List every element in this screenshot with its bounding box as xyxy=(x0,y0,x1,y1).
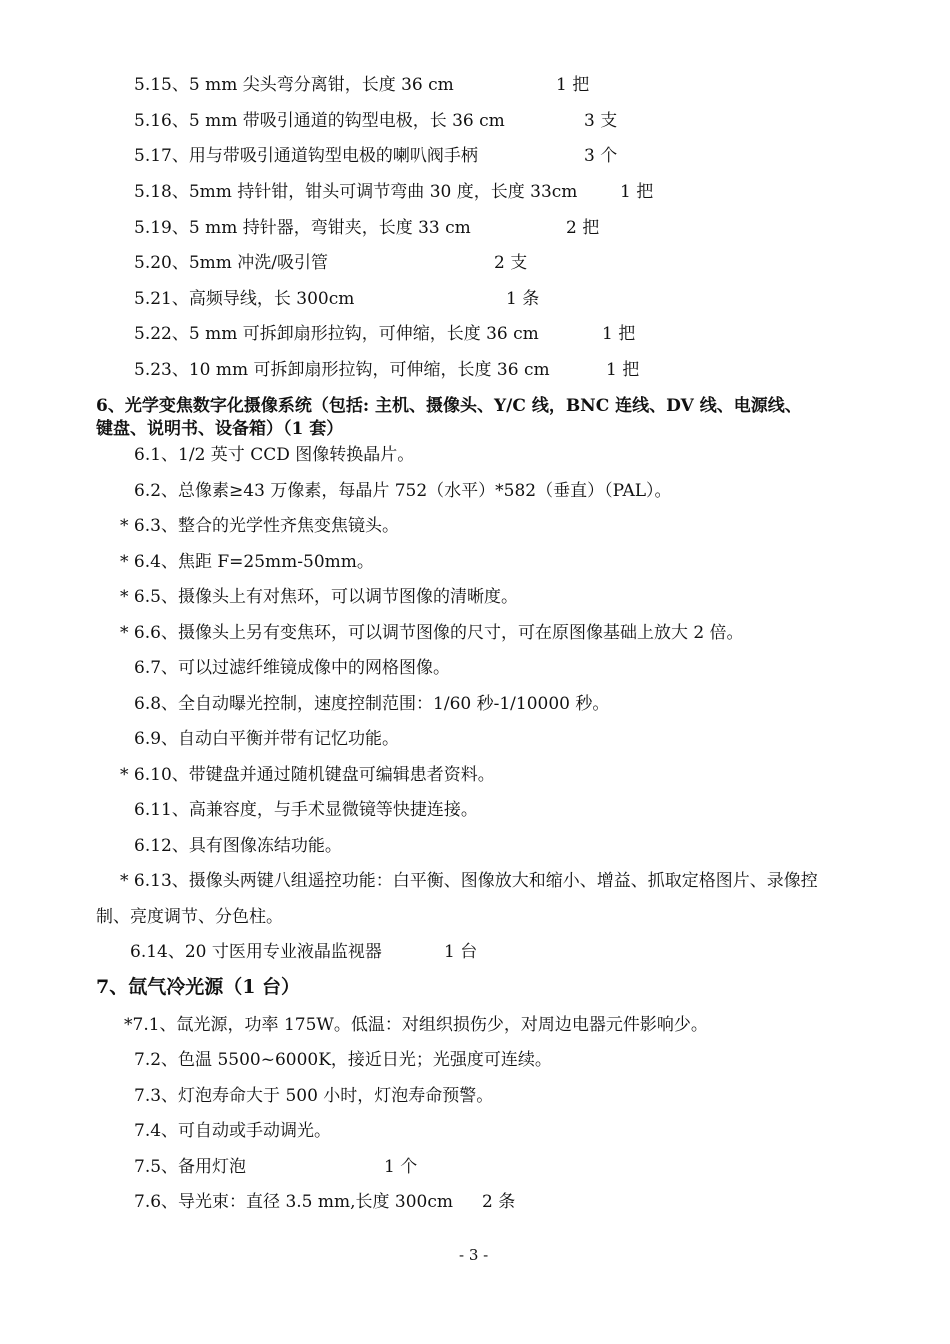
item-6-14-qty: 1 台 xyxy=(444,942,478,962)
item-6-7: 6.7、可以过滤纤维镜成像中的网格图像。 xyxy=(134,658,451,678)
item-5-17-qty: 3 个 xyxy=(584,146,618,166)
item-5-23: 5.23、10 mm 可拆卸扇形拉钩，可伸缩，长度 36 cm xyxy=(134,360,550,380)
item-7-5: 7.5、备用灯泡 xyxy=(134,1157,247,1177)
item-5-19-qty: 2 把 xyxy=(566,218,600,238)
page-number: - 3 - xyxy=(459,1246,489,1264)
item-7-5-qty: 1 个 xyxy=(384,1157,418,1177)
item-7-6: 7.6、导光束：直径 3.5 mm,长度 300cm xyxy=(134,1192,454,1212)
item-6-1: 6.1、1/2 英寸 CCD 图像转换晶片。 xyxy=(134,445,415,465)
item-6-13-line2: 制、亮度调节、分色柱。 xyxy=(96,907,283,927)
item-5-18-qty: 1 把 xyxy=(620,182,654,202)
item-5-21: 5.21、高频导线，长 300cm xyxy=(134,289,355,309)
item-6-11: 6.11、高兼容度，与手术显微镜等快捷连接。 xyxy=(134,800,478,820)
item-6-4: * 6.4、焦距 F=25mm-50mm。 xyxy=(120,552,374,572)
item-5-21-qty: 1 条 xyxy=(506,289,540,309)
item-6-6: * 6.6、摄像头上另有变焦环，可以调节图像的尺寸，可在原图像基础上放大 2 倍。 xyxy=(120,623,744,643)
item-5-17: 5.17、用与带吸引通道钩型电极的喇叭阀手柄 xyxy=(134,146,478,166)
item-6-9: 6.9、自动白平衡并带有记忆功能。 xyxy=(134,729,400,749)
item-6-10: * 6.10、带键盘并通过随机键盘可编辑患者资料。 xyxy=(120,765,495,785)
item-7-2: 7.2、色温 5500~6000K，接近日光；光强度可连续。 xyxy=(134,1050,552,1070)
item-6-12: 6.12、具有图像冻结功能。 xyxy=(134,836,342,856)
item-6-3: * 6.3、整合的光学性齐焦变焦镜头。 xyxy=(120,516,399,536)
item-7-1: *7.1、氙光源，功率 175W。低温：对组织损伤少，对周边电器元件影响少。 xyxy=(124,1015,708,1035)
section-6-heading-line1: 6、光学变焦数字化摄像系统（包括: 主机、摄像头、Y/C 线，BNC 连线、DV 线、电源线、 xyxy=(96,396,802,416)
item-5-23-qty: 1 把 xyxy=(606,360,640,380)
item-7-6-qty: 2 条 xyxy=(482,1192,516,1212)
item-5-15-qty: 1 把 xyxy=(556,75,590,95)
section-6-heading-line2: 键盘、说明书、设备箱）（1 套） xyxy=(96,419,344,439)
item-5-20: 5.20、5mm 冲洗/吸引管 xyxy=(134,253,329,273)
item-5-20-qty: 2 支 xyxy=(494,253,528,273)
item-5-16-qty: 3 支 xyxy=(584,111,618,131)
item-5-16: 5.16、5 mm 带吸引通道的钩型电极，长 36 cm xyxy=(134,111,505,131)
item-6-8: 6.8、全自动曝光控制，速度控制范围：1/60 秒-1/10000 秒。 xyxy=(134,694,610,714)
item-6-13-line1: * 6.13、摄像头两键八组遥控功能：白平衡、图像放大和缩小、增益、抓取定格图片、录像控 xyxy=(120,871,818,891)
item-5-22-qty: 1 把 xyxy=(602,324,636,344)
item-6-14: 6.14、20 寸医用专业液晶监视器 xyxy=(130,942,382,962)
item-7-4: 7.4、可自动或手动调光。 xyxy=(134,1121,332,1141)
item-5-19: 5.19、5 mm 持针器，弯钳夹，长度 33 cm xyxy=(134,218,471,238)
item-5-22: 5.22、5 mm 可拆卸扇形拉钩，可伸缩，长度 36 cm xyxy=(134,324,539,344)
item-7-3: 7.3、灯泡寿命大于 500 小时，灯泡寿命预警。 xyxy=(134,1086,494,1106)
item-5-18: 5.18、5mm 持针钳，钳头可调节弯曲 30 度，长度 33cm xyxy=(134,182,578,202)
item-6-2: 6.2、总像素≥43 万像素，每晶片 752（水平）*582（垂直）（PAL）。 xyxy=(134,481,672,501)
item-5-15: 5.15、5 mm 尖头弯分离钳，长度 36 cm xyxy=(134,75,454,95)
item-6-5: * 6.5、摄像头上有对焦环，可以调节图像的清晰度。 xyxy=(120,587,518,607)
section-7-heading: 7、氙气冷光源（1 台） xyxy=(96,976,301,998)
